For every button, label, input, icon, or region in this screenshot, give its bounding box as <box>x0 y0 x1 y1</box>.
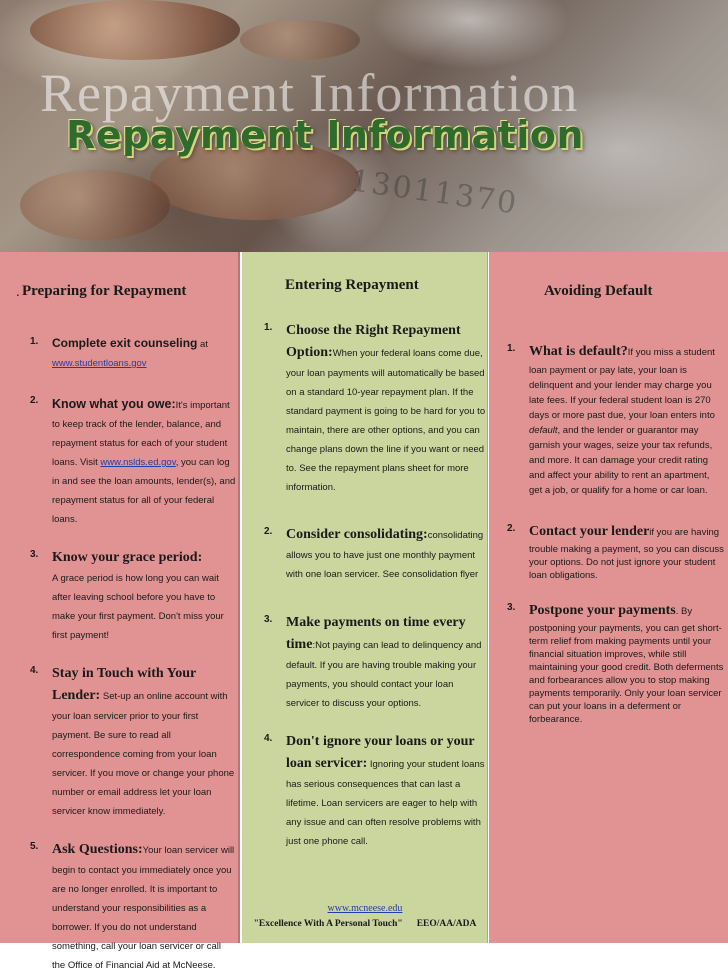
item-title: Ask Questions: <box>52 842 143 857</box>
list-item <box>507 600 725 726</box>
preparing-list <box>30 334 236 975</box>
footer-eeo: EEO/AA/ADA <box>416 919 477 929</box>
item-number: 4. <box>264 733 273 744</box>
item-title: Know what you owe: <box>52 397 176 411</box>
list-item <box>507 341 725 498</box>
item-text: A grace period is how long you can wait after leaving school before you have to make your first payment. Don't miss your first payment! <box>52 573 224 641</box>
item-emphasis: default <box>529 425 558 436</box>
item-number: 1. <box>264 322 273 333</box>
item-number: 3. <box>264 614 273 625</box>
heading-dot: . <box>16 285 20 299</box>
item-text: Ignoring your student loans has serious consequences that can last a lifetime. Loan servicers are eager to help with any issue and can often resolve problems with just one phone call. <box>286 759 485 847</box>
item-number: 1. <box>507 343 516 354</box>
default-list <box>507 341 725 726</box>
item-number: 2. <box>507 523 516 534</box>
item-number: 4. <box>30 665 39 676</box>
footer <box>242 902 488 932</box>
mcneese-link[interactable]: www.mcneese.edu <box>327 903 403 914</box>
item-text: Your loan servicer will begin to contact you immediately once you are no longer enrolled. It is important to understand your responsibilities as a borrower. If you do not understand something, call your loan servicer or call the Office of Financial Aid at McNeese. <box>52 845 235 971</box>
item-text: :Not paying can lead to delinquency and default. If you are having trouble making your payments, you should contact your loan servicer to discuss your options. <box>286 640 482 709</box>
banknote-serial: 13011370 <box>348 163 521 222</box>
item-title: Make payments on time every time <box>286 615 466 652</box>
preparing-heading: Preparing for Repayment <box>22 283 187 299</box>
item-text: It's important to keep track of the lender, balance, and repayment status for each of your student loans. Visit <box>52 400 230 468</box>
item-text: if you are having trouble making a payment, so you can discuss your options. Do not just ignore your student loan obligations. <box>529 527 724 581</box>
default-column <box>489 252 728 943</box>
item-title: Choose the Right Repayment Option: <box>286 323 461 360</box>
list-item <box>507 521 725 582</box>
item-title: Postpone your payments <box>529 603 676 618</box>
item-title: Complete exit counseling <box>52 336 198 350</box>
item-title: Don't ignore your loans or your loan servicer: <box>286 734 475 771</box>
entering-column <box>242 252 488 943</box>
list-item <box>30 393 236 529</box>
default-heading: Avoiding Default <box>544 283 653 299</box>
item-text: , you can log in and see the loan amounts, lender(s), and repayment status for all of your federal loans. <box>52 457 236 525</box>
coin-image <box>240 20 360 60</box>
coin-image <box>30 0 240 60</box>
list-item <box>30 334 236 373</box>
banner-ghost-title: Repayment Information <box>40 63 579 123</box>
item-title: What is default? <box>529 344 628 359</box>
footer-motto: "Excellence With A Personal Touch" <box>253 919 403 929</box>
item-text: , and the lender or guarantor may garnish your wages, seize your tax refunds, and more. It can damage your credit rating and affect your ability to rent an apartment, get a job, or qualify for a home or car loan. <box>529 425 713 496</box>
item-title: Know your grace period: <box>52 550 203 565</box>
item-number: 3. <box>30 549 39 560</box>
preparing-column <box>0 252 240 971</box>
item-title-suffix: at <box>197 339 208 350</box>
item-number: 3. <box>507 602 516 613</box>
item-text: When your federal loans come due, your loan payments will automatically be based on a standard 10-year repayment plan. If the standard payment is going to be hard for you to maintain, there are other options, and you can change plans down the line if you want or need to. See the repayment plans sheet for more information. <box>286 348 486 493</box>
item-number: 5. <box>30 841 39 852</box>
item-text: If you miss a student loan payment or pay late, your loan is delinquent and your lender may charge you late fees. If your federal student loan is 270 days or more past due, your loan enters into <box>529 347 715 421</box>
list-item <box>264 320 486 497</box>
item-text: Set-up an online account with your loan servicer prior to your first payment. Be sure to read all correspondence coming from your loan servicer. If you move or change your phone number or email address let your loan servicer know immediately. <box>52 691 235 817</box>
list-item <box>264 612 486 713</box>
list-item <box>264 524 486 584</box>
item-text: . By postponing your payments, you can get short-term relief from making payments until your financial situation improves, while still maintaining your good credit. Both deferments and forbearances allow you to stop making payments temporarily. Only your loan servicer can put your loans in a deferment or forbearance. <box>529 606 724 725</box>
item-text: consolidating allows you to have just one monthly payment with one loan servicer. See consolidation flyer <box>286 530 484 580</box>
item-number: 2. <box>264 526 273 537</box>
item-number: 1. <box>30 336 39 347</box>
entering-heading: Entering Repayment <box>285 277 419 293</box>
nslds-link[interactable]: www.nslds.ed.gov <box>100 457 176 468</box>
list-item <box>30 663 236 821</box>
coin-image <box>20 170 170 240</box>
header-banner <box>0 0 728 252</box>
list-item <box>30 839 236 975</box>
item-title: Stay in Touch with Your Lender: <box>52 666 196 703</box>
list-item <box>264 731 486 851</box>
list-item <box>30 547 236 645</box>
studentloans-link[interactable]: www.studentloans.gov <box>52 358 147 369</box>
item-title: Contact your lender <box>529 524 650 539</box>
item-title: Consider consolidating: <box>286 527 428 542</box>
page-title: Repayment Information <box>66 113 584 157</box>
entering-list <box>264 320 486 851</box>
item-number: 2. <box>30 395 39 406</box>
